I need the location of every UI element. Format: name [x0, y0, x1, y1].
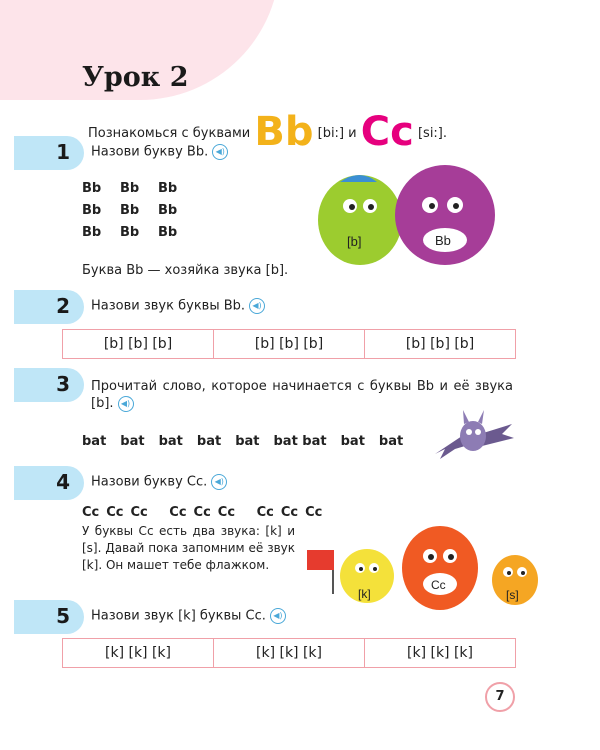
- grid-cell: Bb: [158, 203, 178, 218]
- b-monsters-illustration: [305, 160, 520, 280]
- sound-cell: [b] [b] [b]: [405, 336, 475, 352]
- task-4-tab: [14, 466, 84, 500]
- letter-b-large: Bb: [254, 109, 314, 155]
- orange-monster: [402, 526, 478, 610]
- sound-table-k: [62, 638, 516, 668]
- sound-table-b: [62, 329, 516, 359]
- sound-cell: [k] [k] [k]: [407, 645, 473, 661]
- letter-c-large: Cc: [360, 109, 414, 155]
- bat-eye: [475, 429, 481, 435]
- task-number: 5: [56, 604, 70, 628]
- cc-item: Cc: [130, 505, 148, 520]
- sound-cell: [k] [k] [k]: [214, 639, 365, 667]
- grid-cell: Bb: [158, 181, 178, 196]
- bat-word: bat: [235, 434, 260, 449]
- task-2-tab: [14, 290, 84, 324]
- bat-body: [460, 421, 486, 451]
- bat-word: bat: [158, 434, 183, 449]
- task-3-label: Прочитай слово, которое начинается с буквы Bb и её звука [b].: [91, 379, 513, 411]
- grid-cell: Bb: [82, 203, 102, 218]
- task-number: 2: [56, 294, 70, 318]
- task-1-tab: [14, 136, 84, 170]
- speaker-icon[interactable]: ◀): [270, 608, 286, 624]
- cc-item: Cc: [106, 505, 124, 520]
- task-4-text: [91, 474, 227, 490]
- bat-word: bat: [340, 434, 365, 449]
- bat-illustration: [430, 404, 515, 466]
- cc-row: [82, 505, 329, 520]
- task-number: 1: [56, 140, 70, 164]
- green-monster: [318, 175, 402, 265]
- c-monsters-illustration: [305, 518, 545, 618]
- grid-cell: Bb: [158, 225, 178, 240]
- yellow-monster-label: [k]: [358, 587, 371, 601]
- bat-ear: [478, 410, 484, 424]
- bb-grid: [82, 178, 196, 244]
- bb-note: Буква Bb — хозяйка звука [b].: [82, 263, 289, 278]
- sound-cell: [k] [k] [k]: [63, 639, 214, 667]
- task-1-text: [91, 144, 228, 160]
- intro-text: Познакомься с буквами: [88, 126, 251, 141]
- task-2-label: Назови звук буквы Bb.: [91, 298, 246, 314]
- grid-cell: Bb: [120, 181, 140, 196]
- task-2-text: [91, 298, 265, 314]
- orange-monster-label: Cc: [431, 578, 446, 592]
- bat-word: bat: [82, 434, 107, 449]
- task-5-text: [91, 608, 286, 624]
- bat-eye: [466, 429, 472, 435]
- task-5-label: Назови звук [k] буквы Cc.: [91, 608, 266, 624]
- lesson-title: Урок 2: [82, 62, 189, 93]
- red-flag: [307, 550, 334, 570]
- speaker-icon[interactable]: ◀): [212, 144, 228, 160]
- cc-item: Cc: [169, 505, 187, 520]
- intro-and: и: [348, 126, 357, 141]
- task-number: 3: [56, 372, 70, 396]
- sound-c: [si:].: [417, 126, 448, 141]
- task-4-label: Назови букву Cc.: [91, 474, 208, 490]
- sound-cell: [b] [b] [b]: [214, 330, 365, 358]
- grid-cell: Bb: [120, 203, 140, 218]
- task-1-label: Назови букву Bb.: [91, 144, 209, 160]
- sound-b: [bi:]: [317, 126, 345, 141]
- grid-cell: Bb: [82, 181, 102, 196]
- speaker-icon[interactable]: ◀): [211, 474, 227, 490]
- cc-item: Cc: [217, 505, 236, 520]
- cc-item: Cc: [280, 505, 299, 520]
- bat-word: bat: [378, 434, 404, 449]
- page-number: 7: [485, 682, 515, 712]
- task-3-tab: [14, 368, 84, 402]
- green-monster-label: [b]: [347, 234, 362, 249]
- cc-item: Cc: [82, 505, 100, 520]
- cc-item: Cc: [193, 505, 211, 520]
- speaker-icon[interactable]: ◀): [118, 396, 134, 412]
- bat-words: [82, 434, 417, 449]
- cc-item: Cc: [256, 505, 274, 520]
- task-number: 4: [56, 470, 70, 494]
- sound-cell: [b] [b] [b]: [63, 330, 214, 358]
- bat-word: bat: [196, 434, 222, 449]
- cc-note: У буквы Cc есть два звука: [k] и [s]. Давай пока запомним её звук [k]. Он машет тебе флажком.: [82, 524, 295, 572]
- bat-ear: [463, 410, 469, 424]
- task-5-tab: [14, 600, 84, 634]
- cc-item: Cc: [305, 505, 323, 520]
- bat-word: bat: [120, 434, 145, 449]
- small-monster-label: [s]: [506, 588, 519, 602]
- purple-monster-label: Bb: [435, 233, 451, 248]
- grid-cell: Bb: [82, 225, 102, 240]
- grid-cell: Bb: [120, 225, 140, 240]
- speaker-icon[interactable]: ◀): [249, 298, 265, 314]
- bat-word: bat bat: [273, 434, 327, 449]
